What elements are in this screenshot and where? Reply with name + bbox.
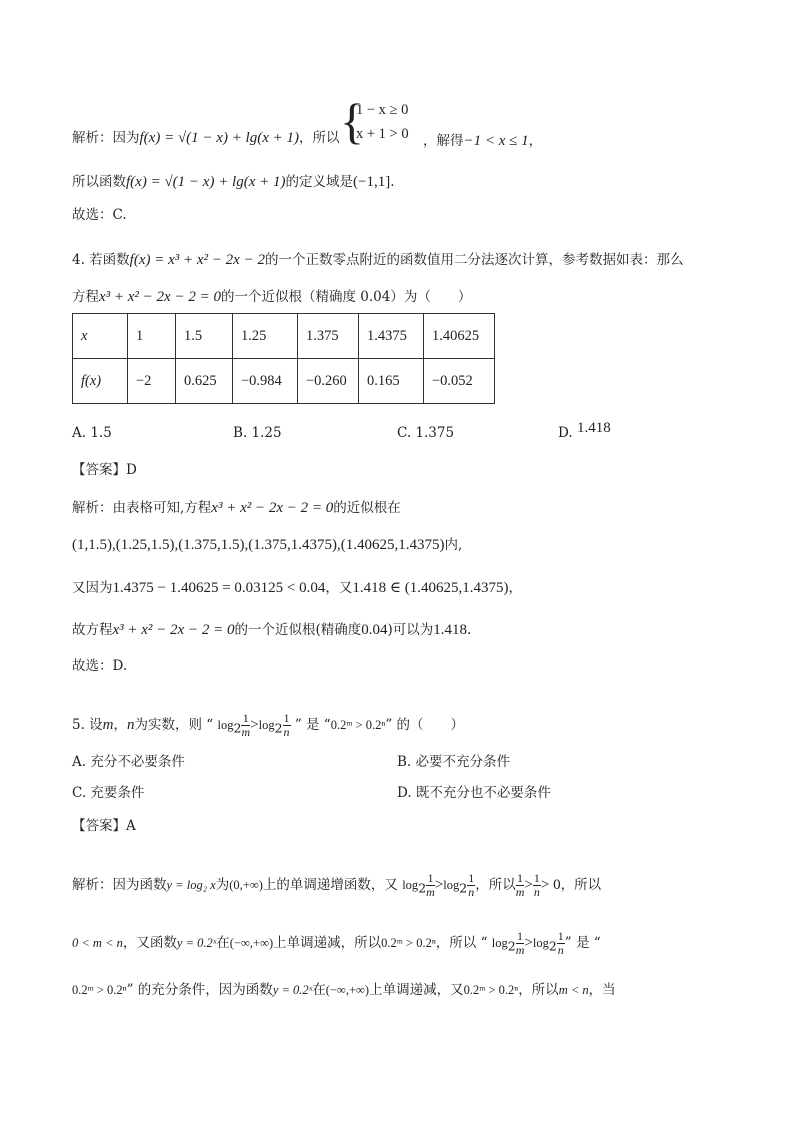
option-c: C. 1.375	[397, 425, 455, 441]
solution-line-1	[72, 128, 340, 148]
math-interval: (0,+∞)	[229, 878, 263, 892]
math-base: 2	[418, 880, 427, 896]
option-b: B. 必要不充分条件	[397, 754, 511, 770]
table-cell: 1.25	[233, 314, 298, 359]
fraction	[283, 712, 291, 739]
table-cell: −0.984	[233, 359, 298, 404]
explain-5-line-3	[72, 980, 616, 1000]
text: 上单调递减，所以	[273, 935, 382, 951]
question-5	[72, 712, 464, 739]
math-power: 0.2ᵐ > 0.2ⁿ	[463, 983, 519, 997]
math-power: 0.2ᵐ > 0.2ⁿ	[72, 983, 127, 997]
solution-line-1b	[423, 131, 542, 151]
math-value: 1.418	[433, 622, 468, 638]
text: ” 的（ ）	[385, 717, 465, 733]
math-base: 2	[274, 720, 283, 736]
text: ，	[113, 717, 128, 733]
text: 解析：因为	[72, 130, 140, 146]
fraction	[557, 930, 565, 957]
numerator: 1	[517, 871, 524, 885]
option-d	[558, 420, 611, 442]
explain-5-line-2	[72, 930, 601, 957]
math-function: y = 0.2ˣ	[272, 983, 313, 997]
text: ，所以 “	[435, 935, 488, 951]
text: 上的单调递增函数，又	[262, 877, 398, 893]
option-a: A. 充分不必要条件	[72, 754, 185, 770]
math-base: 2	[548, 938, 557, 954]
text: 的定义域是	[285, 174, 353, 190]
text: 解析：因为函数	[72, 877, 167, 893]
table-cell: 0.625	[176, 359, 233, 404]
math-function: y = 0.2ˣ	[176, 936, 217, 950]
text: 的一个近似根(精确度	[234, 622, 362, 638]
math-log: log	[217, 718, 234, 732]
text: ，又函数	[122, 935, 177, 951]
math-interval: (−∞,+∞)	[229, 936, 274, 950]
math-gt: >	[250, 717, 259, 733]
math-intervals: (1,1.5),(1.25,1.5),(1.375,1.5),(1.375,1.4375),(1.40625,1.4375)	[72, 537, 445, 553]
text: 内,	[444, 537, 463, 553]
var-n: n	[127, 717, 135, 733]
math-base: 2	[459, 880, 468, 896]
answer-value: A	[126, 818, 136, 834]
math-function: y = log₂ x	[166, 878, 216, 892]
denominator: m	[515, 943, 525, 957]
text: ，	[508, 580, 522, 596]
text: )可以为	[387, 622, 434, 638]
explain-4-line-3	[72, 578, 522, 598]
text: 的一个正数零点附近的函数值用二分法逐次计算，参考数据如表：那么	[264, 252, 684, 268]
numerator: 1	[468, 871, 475, 885]
fraction	[241, 712, 250, 739]
table-cell: 1	[128, 314, 176, 359]
option-c: C. 充要条件	[72, 785, 145, 801]
math-fx: f(x) = √(1 − x) + lg(x + 1)	[126, 174, 286, 190]
text: 的近似根在	[333, 500, 401, 516]
math-log: log	[532, 936, 549, 950]
table-cell: −2	[128, 359, 176, 404]
system-row-2: x + 1 > 0	[356, 126, 409, 142]
text: .	[390, 174, 395, 190]
table-cell: 1.40625	[424, 314, 495, 359]
brace-icon: {	[340, 93, 364, 149]
math-equation: x³ + x² − 2x − 2 = 0	[211, 500, 334, 516]
text: 方程	[72, 289, 99, 305]
question-4-line-2	[72, 287, 471, 307]
math-inequality: m < n	[558, 983, 589, 997]
math-log: log	[443, 878, 460, 892]
math-log: log	[258, 718, 275, 732]
math-fx: f(x) = x³ + x² − 2x − 2	[129, 252, 265, 268]
math-power: 0.2ᵐ > 0.2ⁿ	[330, 718, 386, 732]
answer-label: 【答案】	[72, 462, 126, 478]
answer-value: D	[126, 462, 137, 478]
explain-4-line-2	[72, 535, 462, 555]
math-gt: >	[524, 877, 533, 893]
text: ，所以	[299, 130, 340, 146]
text: ” 的充分条件，因为函数	[126, 982, 273, 998]
math-gt: >	[434, 877, 444, 893]
denominator: n	[283, 725, 290, 739]
fraction	[533, 872, 541, 899]
math-membership: 1.418 ∈ (1.40625,1.4375)	[352, 580, 509, 596]
table-cell: −0.052	[424, 359, 495, 404]
math-power: 0.2ᵐ > 0.2ⁿ	[381, 936, 436, 950]
option-b: B. 1.25	[233, 425, 282, 441]
text: ，所以	[475, 877, 516, 893]
text: D.	[558, 425, 573, 441]
math-inequality: 0 < m < n	[72, 936, 123, 950]
data-table	[72, 313, 495, 404]
text: 为实数，则 “	[134, 717, 214, 733]
text: 5. 设	[72, 717, 103, 733]
table-cell: 1.375	[298, 314, 359, 359]
math-base: 2	[507, 938, 516, 954]
math-gt: >	[524, 935, 533, 951]
inequality-system	[340, 93, 420, 149]
text: 为	[215, 877, 230, 893]
text: ” 是 “	[294, 717, 331, 733]
question-4-line-1	[72, 250, 683, 270]
text: ，所以	[560, 877, 602, 893]
table-cell: x	[73, 314, 128, 359]
text: ，解得	[423, 133, 464, 149]
var-m: m	[102, 717, 114, 733]
numerator: 1	[427, 871, 434, 885]
text: 在	[312, 982, 326, 998]
text: ，又	[325, 580, 353, 596]
answer-label: 【答案】	[72, 818, 126, 834]
denominator: n	[533, 885, 540, 899]
denominator: m	[515, 885, 525, 899]
math-equation: x³ + x² − 2x − 2 = 0	[99, 289, 221, 305]
text: 4. 若函数	[72, 252, 130, 268]
table-cell: f(x)	[73, 359, 128, 404]
math-precision: 0.04	[361, 622, 388, 638]
explain-4-line-1	[72, 498, 401, 518]
text: 的一个近似根（精确度 0.04）为（ ）	[220, 289, 472, 305]
solution-line-2	[72, 172, 395, 192]
text: 又因为	[72, 580, 113, 596]
explain-5-line-1	[72, 872, 601, 899]
denominator: m	[426, 885, 435, 899]
table-cell: −0.260	[298, 359, 359, 404]
table-row	[73, 359, 495, 404]
text: 故方程	[72, 622, 113, 638]
math-interval: (−∞,+∞)	[325, 983, 370, 997]
choice-line: 故选：D.	[72, 658, 128, 674]
math-equation: x³ + x² − 2x − 2 = 0	[112, 622, 235, 638]
numerator: 1	[517, 929, 524, 943]
option-a: A. 1.5	[72, 425, 112, 441]
table-cell: 0.165	[359, 359, 424, 404]
system-row-1: 1 − x ≥ 0	[356, 102, 409, 118]
math-ineq: > 0	[540, 877, 561, 893]
explain-4-line-4	[72, 620, 471, 640]
text: ，所以	[518, 982, 559, 998]
fraction	[426, 872, 435, 899]
option-d-value: 1.418	[576, 420, 611, 436]
math-base: 2	[233, 720, 242, 736]
denominator: n	[557, 943, 564, 957]
answer-4	[72, 458, 137, 478]
table-cell: 1.5	[176, 314, 233, 359]
numerator: 1	[283, 711, 290, 725]
text: ，当	[588, 982, 616, 998]
math-log: log	[491, 936, 508, 950]
text: ，	[528, 133, 543, 149]
numerator: 1	[557, 929, 564, 943]
text: ” 是 “	[564, 935, 601, 951]
math-domain: (−1,1]	[353, 174, 391, 190]
math-inequality: −1 < x ≤ 1	[463, 133, 529, 149]
numerator: 1	[533, 871, 540, 885]
table-cell: 1.4375	[359, 314, 424, 359]
text: 所以函数	[72, 174, 126, 190]
text: 上单调递减，又	[369, 982, 464, 998]
denominator: n	[468, 885, 475, 899]
text: 解析：由表格可知,方程	[72, 500, 212, 516]
math-calculation: 1.4375 − 1.40625 = 0.03125 < 0.04	[112, 580, 326, 596]
numerator: 1	[242, 711, 249, 725]
text: 在	[216, 935, 230, 951]
choice-line: 故选：C.	[72, 207, 127, 223]
option-d: D. 既不充分也不必要条件	[397, 785, 551, 801]
answer-5	[72, 814, 136, 834]
text: .	[467, 622, 472, 638]
math-log: log	[402, 878, 419, 892]
denominator: m	[241, 725, 251, 739]
math-fx: f(x) = √(1 − x) + lg(x + 1)	[139, 130, 299, 146]
table-row	[73, 314, 495, 359]
